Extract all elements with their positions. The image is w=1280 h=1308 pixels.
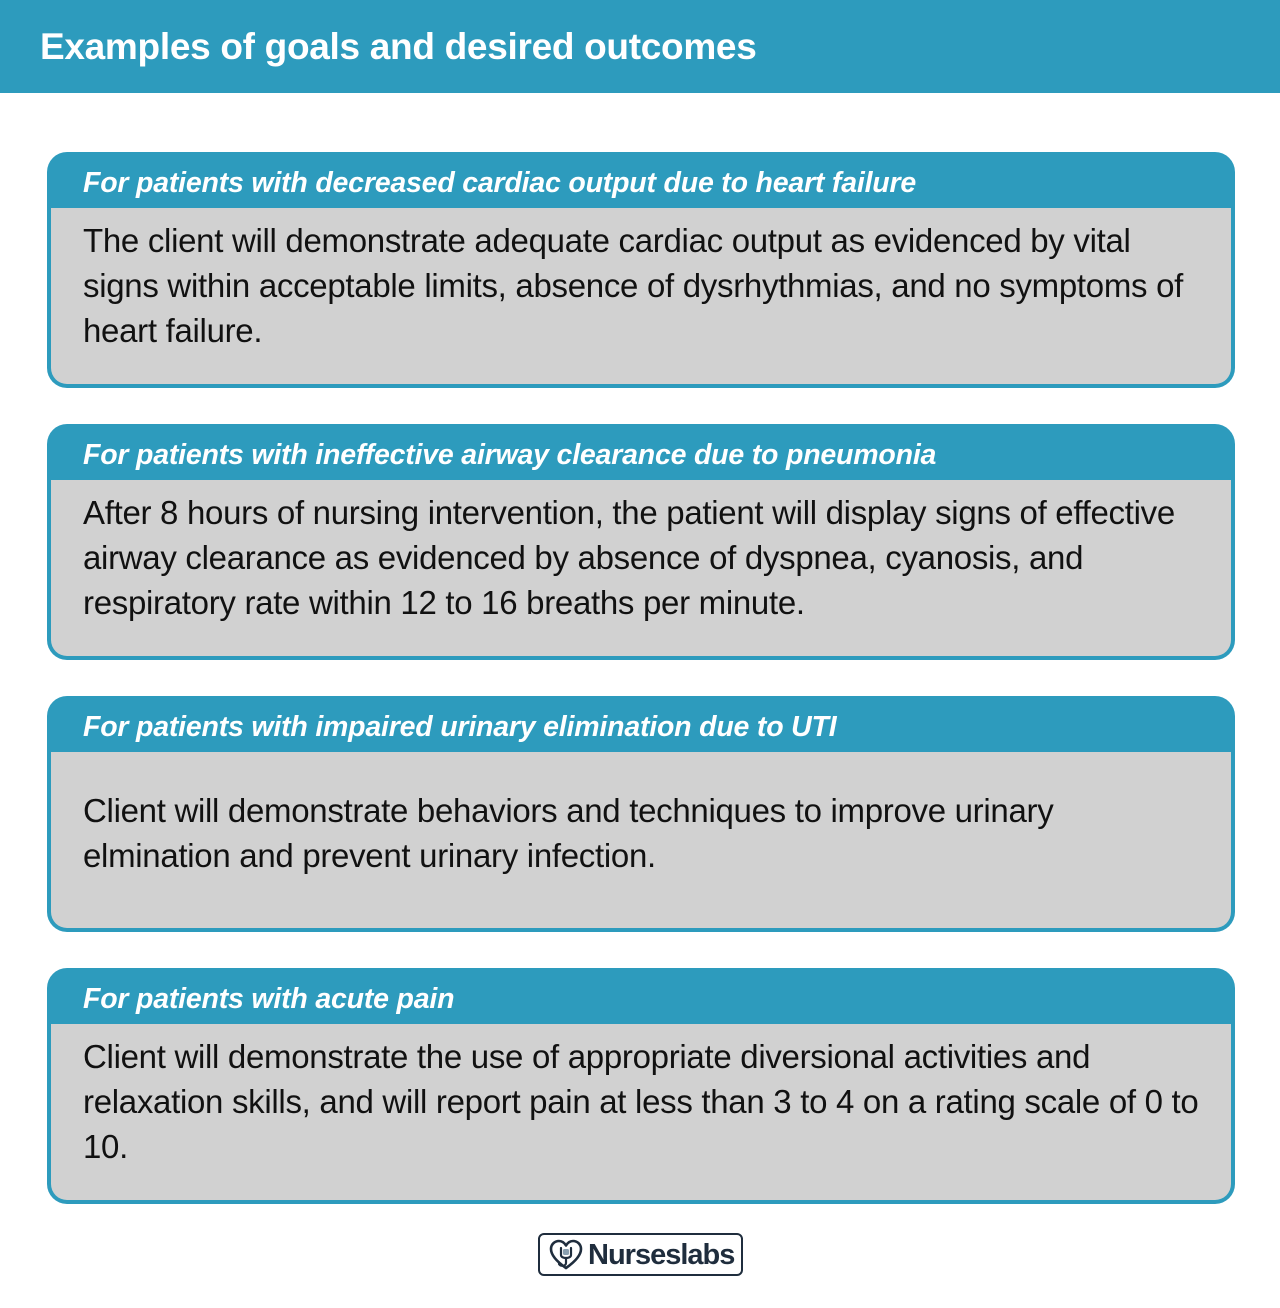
card-body xyxy=(51,1024,1231,1200)
nurseslabs-logo[interactable] xyxy=(538,1233,743,1276)
card-text: Client will demonstrate the use of appropriate diversional activities and relaxation skills, and will report pain at less than 3 to 4 on a rating scale of 0 to 10. xyxy=(83,1038,1199,1165)
goal-card-pain xyxy=(47,968,1235,1204)
card-text: Client will demonstrate behaviors and techniques to improve urinary elmination and prevent urinary infection. xyxy=(83,792,1054,874)
card-title: For patients with acute pain xyxy=(83,983,455,1015)
header-bar xyxy=(0,0,1280,93)
logo-text: Nurseslabs xyxy=(588,1238,735,1271)
card-header xyxy=(47,696,1235,752)
heart-stethoscope-icon xyxy=(548,1239,584,1271)
card-title: For patients with decreased cardiac output due to heart failure xyxy=(83,167,917,199)
page-title: Examples of goals and desired outcomes xyxy=(40,26,757,67)
card-header xyxy=(47,424,1235,480)
card-text: After 8 hours of nursing intervention, the patient will display signs of effective airway clearance as evidenced by absence of dyspnea, cyanosis, and respiratory rate within 12 to 16 breaths per minute. xyxy=(83,494,1175,621)
card-title: For patients with ineffective airway clearance due to pneumonia xyxy=(83,439,937,471)
goal-card-airway xyxy=(47,424,1235,660)
card-title: For patients with impaired urinary elimination due to UTI xyxy=(83,711,837,743)
card-body xyxy=(51,752,1231,928)
card-header xyxy=(47,152,1235,208)
goal-card-cardiac xyxy=(47,152,1235,388)
card-header xyxy=(47,968,1235,1024)
goal-card-urinary xyxy=(47,696,1235,932)
card-body xyxy=(51,208,1231,384)
card-body xyxy=(51,480,1231,656)
card-text: The client will demonstrate adequate cardiac output as evidenced by vital signs within acceptable limits, absence of dysrhythmias, and no symptoms of heart failure. xyxy=(83,222,1184,349)
